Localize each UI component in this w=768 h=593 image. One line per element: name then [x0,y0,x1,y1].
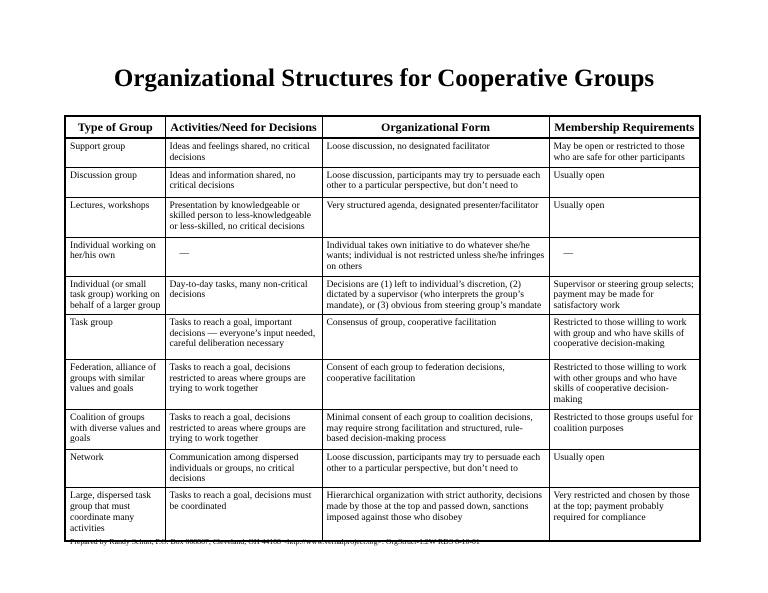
table-cell: Supervisor or steering group selects; payment may be made for satisfactory work [549,276,700,314]
table-cell [165,237,322,276]
table-cell: Loose discussion, participants may try to persuade each other to a particular perspective, but don’t need to [322,167,549,197]
table-cell: Lectures, workshops [65,197,165,237]
table-row [65,359,700,409]
table-cell: Day-to-day tasks, many non-critical decisions [165,276,322,314]
table-cell: Usually open [549,197,700,237]
table-cell: Support group [65,138,165,167]
table-cell: Usually open [549,167,700,197]
table-cell: Network [65,449,165,487]
table-cell: Coalition of groups with diverse values and goals [65,409,165,449]
table-cell: Very restricted and chosen by those at the top; payment probably required for compliance [549,488,700,541]
dash-placeholder: — [179,247,190,259]
column-header: Activities/Need for Decisions [165,116,322,138]
table-cell: Large, dispersed task group that must coordinate many activities [65,488,165,541]
table-cell: Restricted to those groups useful for coalition purposes [549,409,700,449]
table-cell: Tasks to reach a goal, decisions must be coordinated [165,488,322,541]
column-header: Membership Requirements [549,116,700,138]
table-row [65,488,700,541]
table-cell: Consensus of group, cooperative facilitation [322,314,549,359]
table-cell: Individual takes own initiative to do whatever she/he wants; individual is not restricted unless she/he infringes on others [322,237,549,276]
table-body [65,138,700,541]
table-cell: Decisions are (1) left to individual’s discretion, (2) dictated by a supervisor (who interprets the group’s mandate), or (3) obvious from steering group’s mandate [322,276,549,314]
table-cell: Tasks to reach a goal, important decisions — everyone’s input needed, careful deliberation necessary [165,314,322,359]
table-row [65,314,700,359]
column-header: Organizational Form [322,116,549,138]
table-cell: Tasks to reach a goal, decisions restricted to areas where groups are trying to work together [165,409,322,449]
header-row [65,116,700,138]
table-cell: Ideas and feelings shared, no critical decisions [165,138,322,167]
table-cell: Individual (or small task group) working on behalf of a larger group [65,276,165,314]
page-title: Organizational Structures for Cooperative Groups [113,65,655,92]
table-cell: Ideas and information shared, no critical decisions [165,167,322,197]
column-header: Type of Group [65,116,165,138]
table-cell: Task group [65,314,165,359]
table-cell: Loose discussion, no designated facilitator [322,138,549,167]
table-cell: Individual working on her/his own [65,237,165,276]
table-row [65,237,700,276]
table-row [65,409,700,449]
table-row [65,138,700,167]
table-cell: Minimal consent of each group to coalition decisions, may require strong facilitation and structured, rule-based decision-making process [322,409,549,449]
table-cell: Federation, alliance of groups with similar values and goals [65,359,165,409]
table-cell: Restricted to those willing to work with other groups and who have skills of cooperative decision-making [549,359,700,409]
table-row [65,197,700,237]
table-cell: Tasks to reach a goal, decisions restricted to areas where groups are trying to work together [165,359,322,409]
table-row [65,167,700,197]
footer-credit: Prepared by Randy Schutt, P.O. Box 608867, Cleveland, OH 44108 <http://www.vernalproject.org>. OrgStruct-1.2W RDS 8-10-01 [70,537,480,546]
table-row [65,449,700,487]
table-cell: Usually open [549,449,700,487]
table-cell: Hierarchical organization with strict authority, decisions made by those at the top and passed down, sanctions imposed against those who disobey [322,488,549,541]
table-row [65,276,700,314]
dash-placeholder: — [563,247,574,259]
table-cell: Communication among dispersed individuals or groups, no critical decisions [165,449,322,487]
table-cell: Restricted to those willing to work with group and who have skills of cooperative decision-making [549,314,700,359]
table-cell: Loose discussion, participants may try to persuade each other to a particular perspective, but don’t need to [322,449,549,487]
table-cell: Presentation by knowledgeable or skilled person to less-knowledgeable or less-skilled, no critical decisions [165,197,322,237]
table-cell: Very structured agenda, designated presenter/facilitator [322,197,549,237]
table-cell: Discussion group [65,167,165,197]
table-cell [549,237,700,276]
structures-table [64,115,701,542]
table-cell: Consent of each group to federation decisions, cooperative facilitation [322,359,549,409]
table-cell: May be open or restricted to those who are safe for other participants [549,138,700,167]
